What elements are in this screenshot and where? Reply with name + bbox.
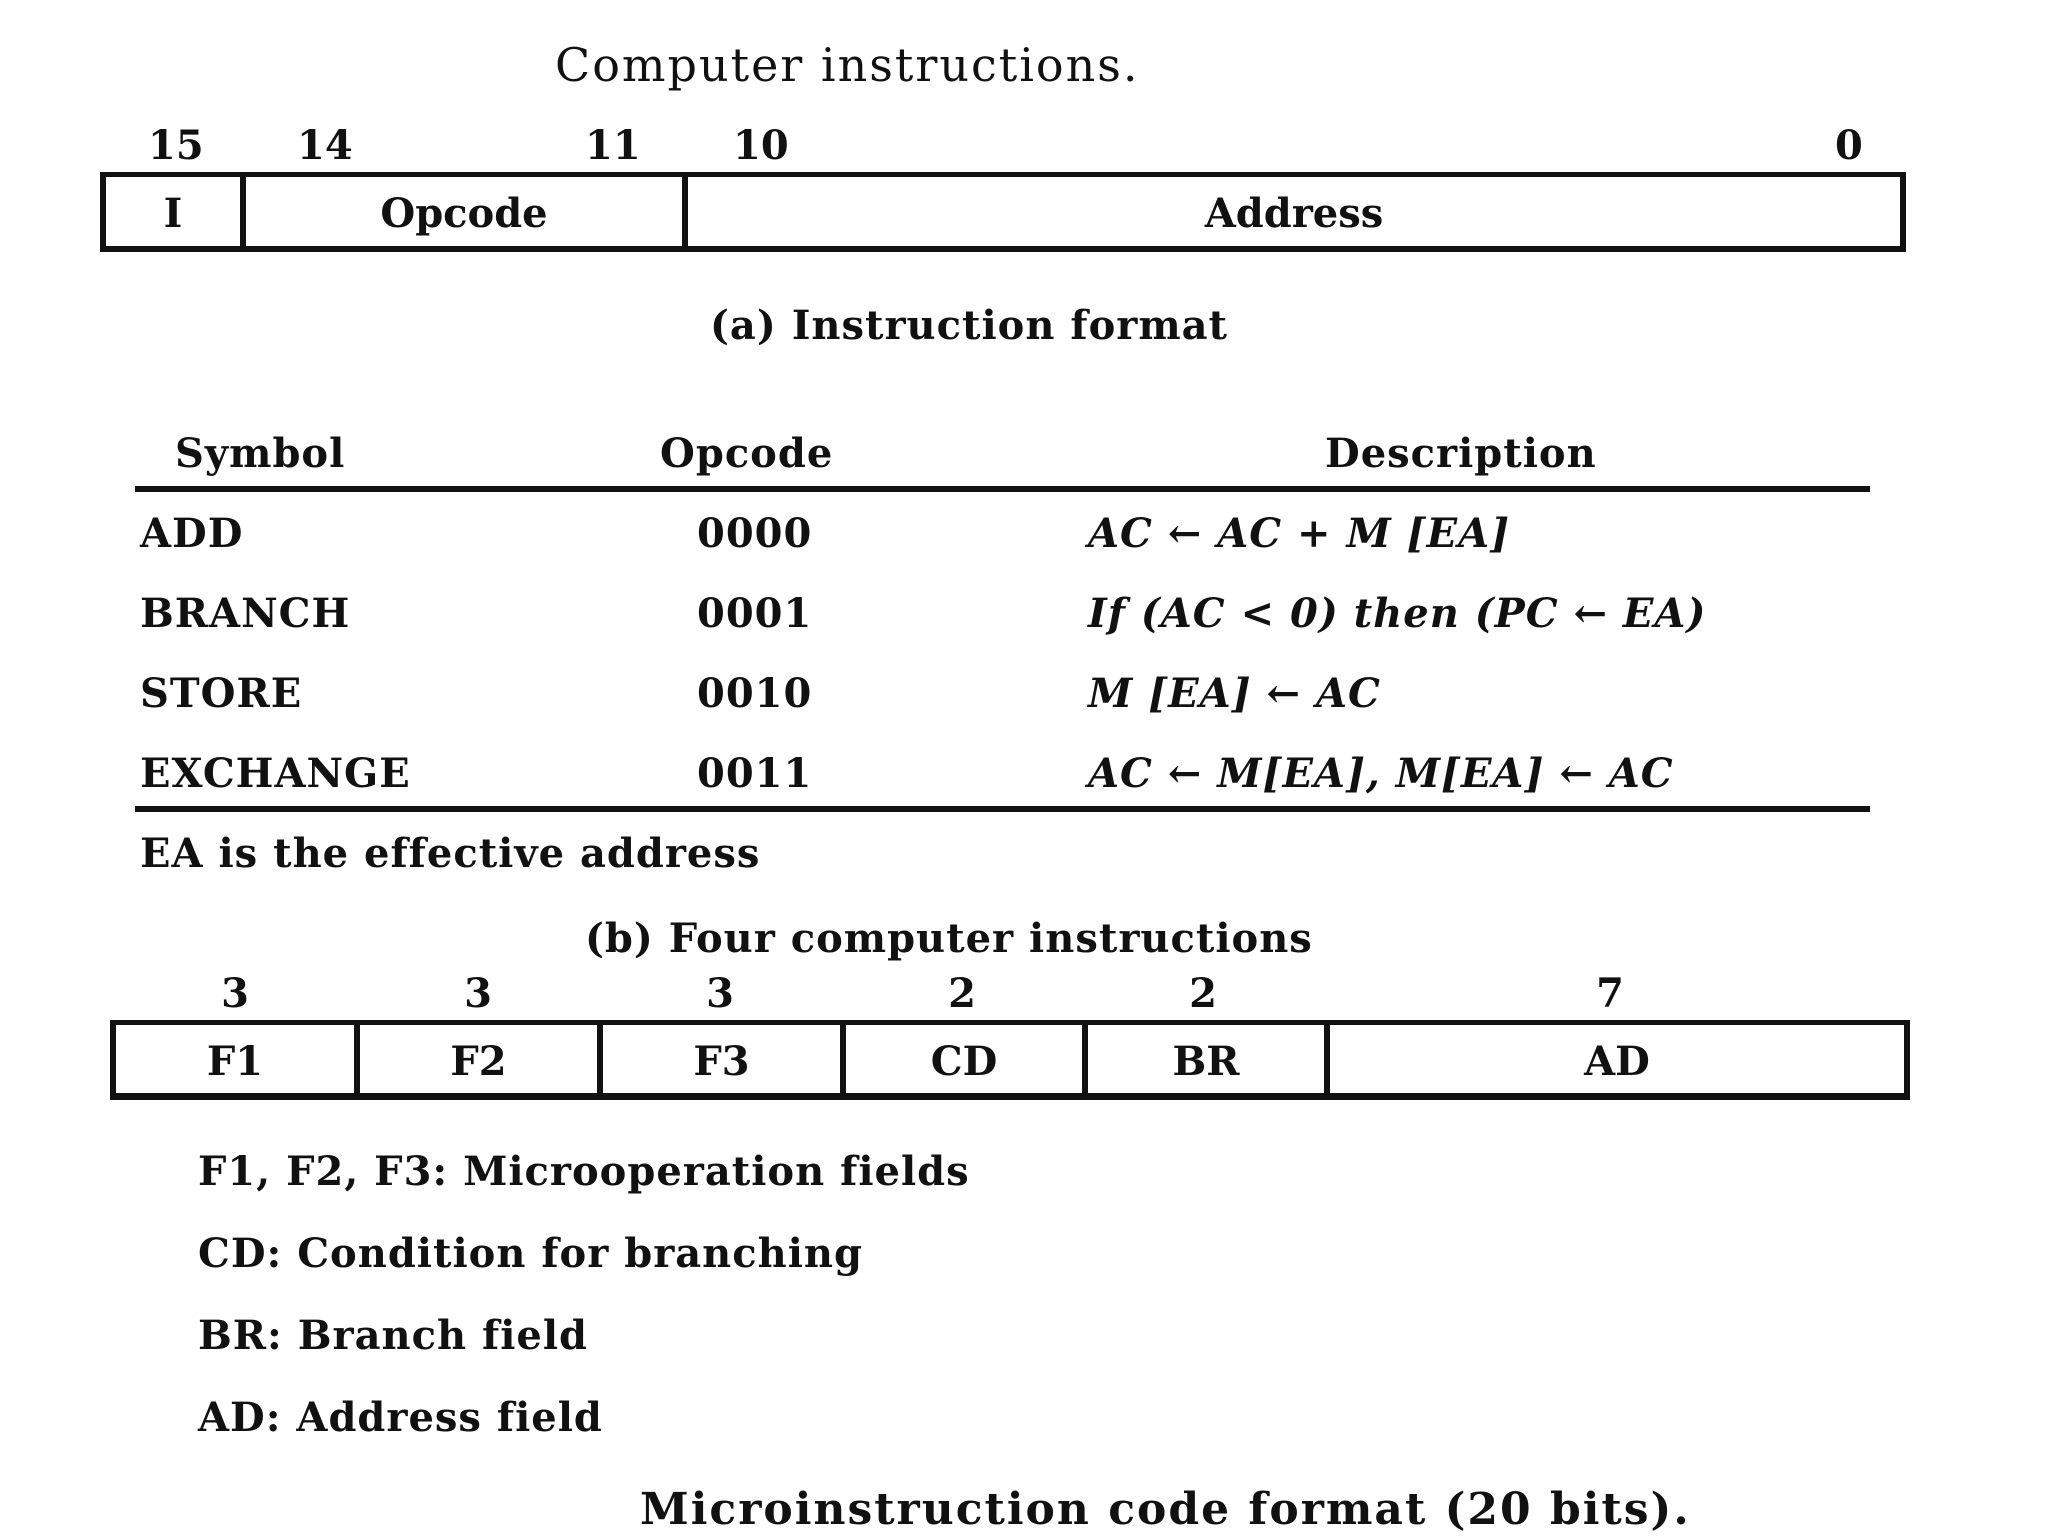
field-i: I: [163, 190, 183, 237]
instr-divider-right: [1900, 176, 1906, 250]
width-label-f2: 3: [464, 970, 492, 1017]
width-label-ad: 7: [1596, 970, 1624, 1017]
legend-microoperation: F1, F2, F3: Microoperation fields: [198, 1148, 970, 1195]
micro-field-ad: AD: [1584, 1038, 1650, 1085]
bit-label-14: 14: [297, 122, 353, 169]
row-description: AC ← AC + M [EA]: [1088, 510, 1511, 557]
bit-label-0: 0: [1835, 122, 1863, 169]
width-label-br: 2: [1189, 970, 1217, 1017]
table-header-symbol: Symbol: [175, 430, 346, 477]
legend-condition: CD: Condition for branching: [198, 1230, 863, 1277]
row-symbol: BRANCH: [140, 590, 351, 637]
row-opcode: 0011: [697, 750, 813, 797]
row-opcode: 0001: [697, 590, 813, 637]
row-symbol: STORE: [140, 670, 303, 717]
table-rule-top: [135, 486, 1870, 492]
width-label-cd: 2: [948, 970, 976, 1017]
micro-field-f2: F2: [450, 1038, 507, 1085]
row-opcode: 0000: [697, 510, 813, 557]
table-rule-bottom: [135, 806, 1870, 812]
width-label-f3: 3: [706, 970, 734, 1017]
bit-label-10: 10: [733, 122, 789, 169]
row-opcode: 0010: [697, 670, 813, 717]
row-symbol: ADD: [140, 510, 244, 557]
row-description: M [EA] ← AC: [1088, 670, 1381, 717]
row-symbol: EXCHANGE: [140, 750, 411, 797]
row-description: AC ← M[EA], M[EA] ← AC: [1088, 750, 1674, 797]
width-label-f1: 3: [221, 970, 249, 1017]
caption-four-instructions: (b) Four computer instructions: [585, 915, 1313, 962]
bit-label-15: 15: [148, 122, 204, 169]
bit-label-11: 11: [585, 122, 641, 169]
table-header-description: Description: [1325, 430, 1597, 477]
table-note: EA is the effective address: [140, 830, 761, 877]
micro-field-cd: CD: [930, 1038, 998, 1085]
micro-field-f1: F1: [206, 1038, 264, 1085]
micro-divider-right: [1904, 1022, 1910, 1098]
caption-instruction-format: (a) Instruction format: [710, 302, 1229, 349]
table-header-opcode: Opcode: [660, 430, 834, 477]
row-description: If (AC < 0) then (PC ← EA): [1088, 590, 1707, 637]
micro-field-br: BR: [1172, 1038, 1240, 1085]
caption-microinstruction-format: Microinstruction code format (20 bits).: [640, 1484, 1691, 1535]
figure-title: Computer instructions.: [555, 38, 1140, 92]
field-opcode: Opcode: [380, 190, 548, 237]
field-address: Address: [1204, 190, 1384, 237]
micro-field-f3: F3: [693, 1038, 750, 1085]
legend-branch: BR: Branch field: [198, 1312, 589, 1359]
legend-address: AD: Address field: [198, 1394, 603, 1441]
